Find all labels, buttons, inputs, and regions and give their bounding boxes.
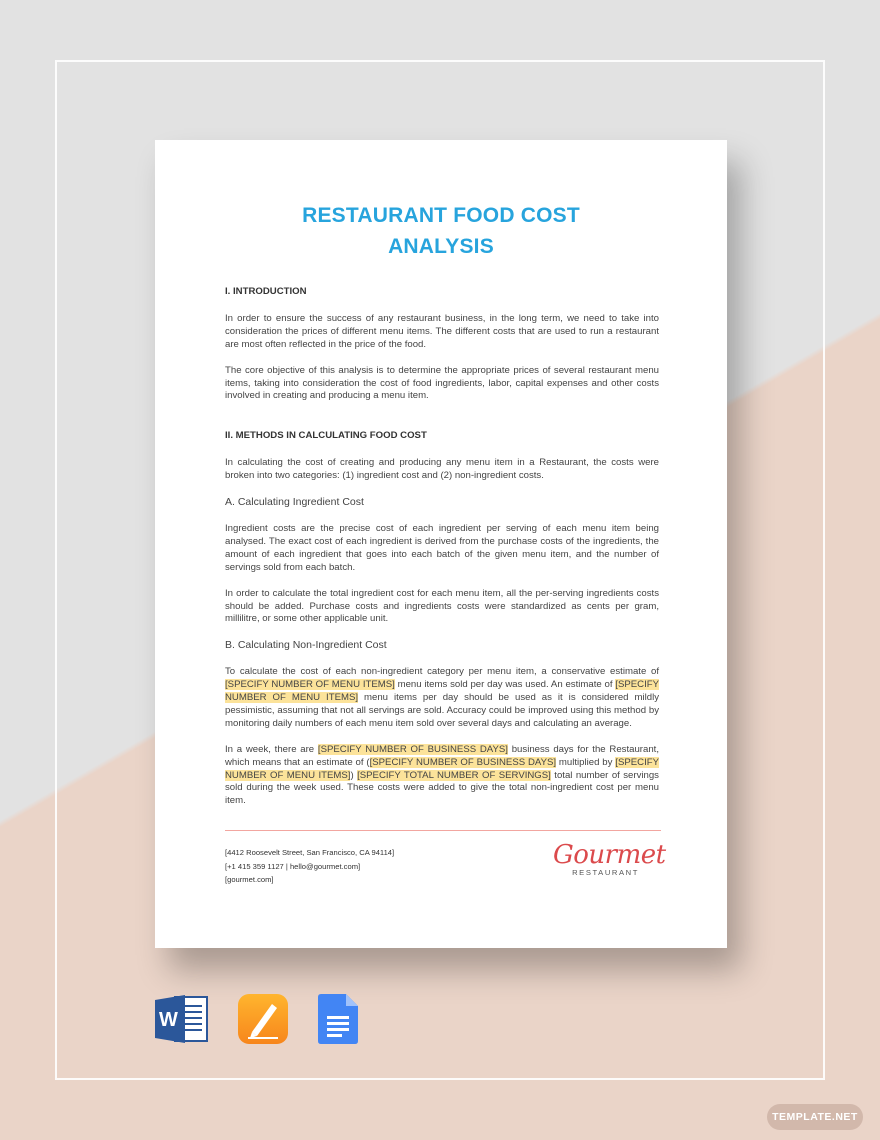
footer-website: [gourmet.com] bbox=[225, 875, 274, 884]
logo-wordmark: Gourmet bbox=[553, 840, 666, 870]
subheading-a: A. Calculating Ingredient Cost bbox=[225, 496, 364, 509]
ingredient-paragraph-2: In order to calculate the total ingredient cost for each menu item, all the per-serving ingredients costs should be added. Purchase costs and ingredients costs were standardized as cents per gram, millilitre, or some other applicable unit. bbox=[225, 587, 659, 625]
microsoft-word-icon[interactable] bbox=[155, 994, 209, 1044]
google-docs-icon[interactable] bbox=[318, 994, 358, 1044]
text-run: ) bbox=[350, 769, 358, 781]
non-ingredient-paragraph-1 bbox=[225, 666, 659, 731]
text-run: total number of servings sold during the week used. These costs were added to give the total non-ingredient cost per menu item. bbox=[225, 769, 659, 807]
placeholder-highlight: [SPECIFY NUMBER OF MENU ITEMS] bbox=[225, 679, 659, 704]
footer-address: [4412 Roosevelt Street, San Francisco, CA 94114] bbox=[225, 848, 395, 857]
methods-heading: II. METHODS IN CALCULATING FOOD COST bbox=[225, 430, 427, 442]
intro-heading: I. INTRODUCTION bbox=[225, 286, 307, 297]
ingredient-paragraph-1: Ingredient costs are the precise cost of each ingredient per serving of each menu item being analysed. The exact cost of each ingredient is derived from the purchase costs of the ingredients, the amount of each ingredient that goes into each batch of the given menu item, and the number of servings sold from each batch. bbox=[225, 522, 659, 573]
methods-paragraph-1: In calculating the cost of creating and producing any menu item in a Restaurant, the costs were broken into two categories: (1) ingredient cost and (2) non-ingredient costs. bbox=[225, 457, 659, 482]
intro-paragraph-2: The core objective of this analysis is to determine the appropriate prices of several restaurant menu items, taking into consideration the cost of food ingredients, labor, capital expenses and other costs involved in creating and producing a menu item. bbox=[225, 364, 659, 402]
document-page bbox=[155, 140, 727, 948]
footer-divider bbox=[225, 830, 661, 831]
placeholder-highlight: [SPECIFY NUMBER OF MENU ITEMS] bbox=[225, 756, 660, 781]
apple-pages-icon[interactable] bbox=[238, 994, 288, 1044]
app-icons-row bbox=[0, 994, 880, 1044]
subheading-b: B. Calculating Non-Ingredient Cost bbox=[225, 639, 387, 652]
footer-contact bbox=[225, 846, 394, 887]
intro-paragraph-1: In order to ensure the success of any restaurant business, in the long term, we need to take into consideration the prices of different menu items. The different costs that are used to run a restaurant are most often reflected in the price of the food. bbox=[225, 312, 659, 350]
gourmet-logo bbox=[553, 840, 666, 877]
title-line-1: RESTAURANT FOOD COST bbox=[302, 204, 580, 227]
text-run: In a week, there are bbox=[225, 743, 318, 755]
word-letter: W bbox=[159, 1009, 178, 1031]
placeholder-highlight: [SPECIFY NUMBER OF MENU ITEMS] bbox=[225, 679, 395, 691]
non-ingredient-paragraph-2 bbox=[225, 744, 659, 809]
text-run: menu items sold per day was used. An estimate of bbox=[394, 679, 616, 691]
placeholder-highlight: [SPECIFY NUMBER OF BUSINESS DAYS] bbox=[317, 743, 508, 755]
text-run: To calculate the cost of each non-ingredient category per menu item, a conservative estimate of bbox=[225, 666, 659, 678]
template-net-badge[interactable]: TEMPLATE.NET bbox=[767, 1104, 863, 1130]
text-run: multiplied by bbox=[556, 756, 616, 768]
text-run: business days for the Restaurant, which means that an estimate of ( bbox=[225, 743, 659, 768]
placeholder-highlight: [SPECIFY TOTAL NUMBER OF SERVINGS] bbox=[357, 769, 551, 781]
title-line-2: ANALYSIS bbox=[388, 235, 494, 258]
footer-phone-email: [+1 415 359 1127 | hello@gourmet.com] bbox=[225, 861, 361, 871]
text-run: menu items per day should be used as it is considered mildly pessimistic, assuming that not all servings are sold. Accuracy could be improved using this method by monitoring daily numbers of each menu item sold over several days and calculating an average. bbox=[225, 692, 660, 729]
document-title bbox=[155, 200, 727, 262]
document-body bbox=[225, 286, 659, 821]
logo-subtitle: RESTAURANT bbox=[572, 868, 639, 877]
placeholder-highlight: [SPECIFY NUMBER OF BUSINESS DAYS] bbox=[369, 756, 557, 768]
